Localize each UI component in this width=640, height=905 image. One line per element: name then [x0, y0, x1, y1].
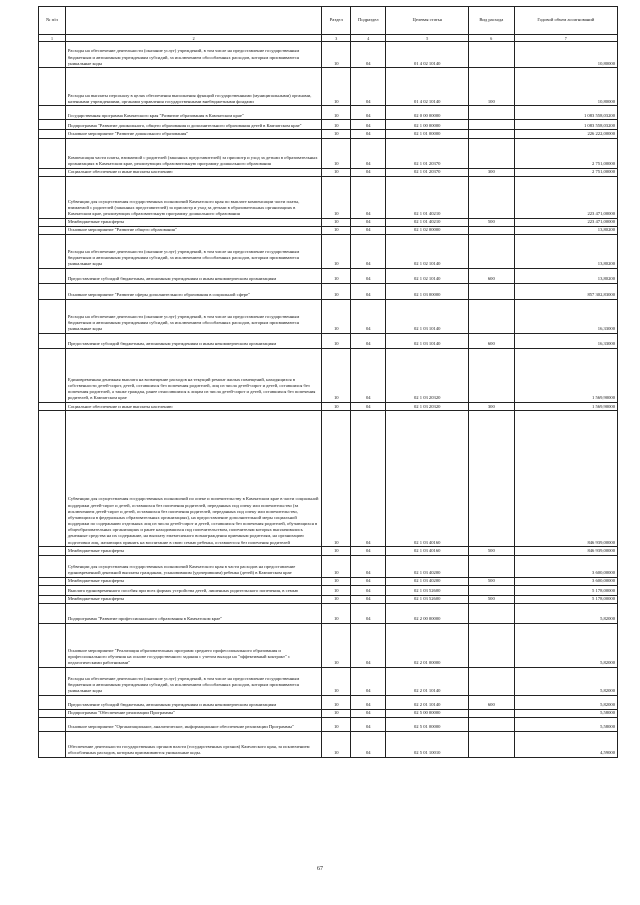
- cell-section: 10: [322, 130, 351, 138]
- cell-amount: 846 939,00000: [514, 547, 617, 555]
- table-row: [39, 120, 618, 130]
- table-row: [39, 235, 618, 269]
- cell-name: Межбюджетные трансферты: [65, 595, 321, 603]
- cell-target: 02 1 03 40160: [386, 411, 469, 547]
- table-row: [39, 138, 618, 168]
- cell-name: Основное мероприятие "Развитие общего образования": [65, 226, 321, 234]
- cell-section: 10: [322, 138, 351, 168]
- table-row: [39, 176, 618, 218]
- cell-exp-type: [469, 585, 514, 595]
- cell-section: 10: [322, 555, 351, 577]
- cell-target: 02 2 00 00000: [386, 603, 469, 623]
- cell-no: [39, 585, 66, 595]
- header-annual: Годовой объем ассигнований: [514, 7, 617, 35]
- table-body: [39, 42, 618, 758]
- col-number: 1: [39, 35, 66, 42]
- col-number: 5: [386, 35, 469, 42]
- cell-no: [39, 226, 66, 234]
- cell-no: [39, 695, 66, 709]
- cell-amount: 10,80000: [514, 68, 617, 106]
- cell-target: 02 2 01 10140: [386, 695, 469, 709]
- cell-section: 10: [322, 349, 351, 403]
- cell-no: [39, 403, 66, 411]
- header-section: Раздел: [322, 7, 351, 35]
- table-row: [39, 709, 618, 717]
- table-row: [39, 130, 618, 138]
- cell-name: Основное мероприятие "Организационное, аналитическое, информационное обеспечение реализации Программы": [65, 718, 321, 732]
- table-row: [39, 349, 618, 403]
- cell-section: 10: [322, 235, 351, 269]
- cell-name: Межбюджетные трансферты: [65, 547, 321, 555]
- cell-amount: 13,80200: [514, 235, 617, 269]
- cell-subsection: 04: [351, 403, 386, 411]
- cell-exp-type: 600: [469, 334, 514, 349]
- cell-amount: 2 751,00000: [514, 138, 617, 168]
- cell-amount: 1 083 558,03200: [514, 120, 617, 130]
- col-number: 2: [65, 35, 321, 42]
- cell-name: Выплата единовременного пособия при всех формах устройства детей, лишенных родительского попечения, в семью: [65, 585, 321, 595]
- cell-subsection: 04: [351, 120, 386, 130]
- cell-exp-type: [469, 623, 514, 667]
- table-row: [39, 42, 618, 68]
- cell-name: Подпрограмма "Развитие дошкольного, общего образования и дополнительного образования детей в Камчатском крае": [65, 120, 321, 130]
- cell-exp-type: [469, 42, 514, 68]
- cell-name: Предоставление субсидий бюджетным, автономным учреждениям и иным некоммерческим организациям: [65, 269, 321, 284]
- cell-amount: 5,82000: [514, 695, 617, 709]
- cell-exp-type: 500: [469, 595, 514, 603]
- cell-section: 10: [322, 709, 351, 717]
- cell-target: 02 1 03 40200: [386, 577, 469, 585]
- cell-target: 02 5 01 00000: [386, 718, 469, 732]
- cell-section: 10: [322, 300, 351, 334]
- cell-name: Подпрограмма "Развитие профессионального образования в Камчатском крае": [65, 603, 321, 623]
- cell-amount: 1 569,90000: [514, 349, 617, 403]
- cell-no: [39, 603, 66, 623]
- cell-amount: 226 222,00000: [514, 130, 617, 138]
- cell-amount: 223 471,00000: [514, 176, 617, 218]
- table-row: [39, 732, 618, 758]
- cell-exp-type: [469, 732, 514, 758]
- cell-target: 02 1 03 40200: [386, 555, 469, 577]
- table-header-row: [39, 7, 618, 35]
- table-row: [39, 718, 618, 732]
- cell-exp-type: [469, 555, 514, 577]
- cell-name: Компенсация части платы, взимаемой с родителей (законных представителей) за присмотр и уход за детьми в образовательных организациях в Камчатском крае, реализующих образовательную программу дошкольного образования: [65, 138, 321, 168]
- cell-name: Субвенции для осуществления государственных полномочий Камчатского края в части расходов на предоставление единовременной денежной выплаты гражданам, усыновившим (удочерившим) ребенка (детей) в Камчатском крае: [65, 555, 321, 577]
- cell-no: [39, 106, 66, 120]
- cell-subsection: 04: [351, 106, 386, 120]
- cell-target: 02 1 03 52600: [386, 585, 469, 595]
- cell-exp-type: [469, 284, 514, 300]
- cell-exp-type: 500: [469, 547, 514, 555]
- table-row: [39, 547, 618, 555]
- cell-subsection: 04: [351, 68, 386, 106]
- table-row: [39, 667, 618, 695]
- cell-target: 01 4 02 10140: [386, 68, 469, 106]
- cell-target: 02 1 00 00000: [386, 120, 469, 130]
- col-number: 4: [351, 35, 386, 42]
- cell-section: 10: [322, 120, 351, 130]
- cell-no: [39, 138, 66, 168]
- header-name: [65, 7, 321, 35]
- cell-section: 10: [322, 603, 351, 623]
- cell-exp-type: [469, 120, 514, 130]
- cell-amount: 3 600,00000: [514, 577, 617, 585]
- cell-amount: 13,80200: [514, 226, 617, 234]
- cell-target: 02 1 03 52600: [386, 595, 469, 603]
- cell-name: Субвенции для осуществления государственных полномочий по опеке и попечительству в Камчатском крае в части социальной поддержки детей-сирот и детей, оставшихся без попечения родителей, переданных под опеку или попечительство (за исключением детей-сирот и детей, оставшихся без попечения родителей, переданных под опеку или попечительство, обучающихся в федеральных образовательных организациях), на предоставление дополнительной меры социальной поддержки по содержанию отдельных лиц из числа детей-сирот и детей, оставшихся без попечения родителей, обучающихся в общеобразовательных организациях и ранее находившихся под попечительством, попечителям которых выплачивались денежные средства на их содержание, на выплату ежемесячного вознаграждения приемным родителям, на организацию подготовки лиц, желающих принять на воспитание в свою семью ребенка, оставшегося без попечения родителей: [65, 411, 321, 547]
- cell-subsection: 04: [351, 168, 386, 176]
- cell-no: [39, 334, 66, 349]
- table-row: [39, 403, 618, 411]
- cell-target: 02 1 02 00000: [386, 226, 469, 234]
- cell-name: Расходы на обеспечение деятельности (оказание услуг) учреждений, в том числе на предоставление государственным бюджетным и автономным учреждениям субсидий, за исключением обособленных расходов, которым присваиваются уникальные коды: [65, 300, 321, 334]
- cell-no: [39, 120, 66, 130]
- cell-section: 10: [322, 667, 351, 695]
- cell-amount: 3 600,00000: [514, 555, 617, 577]
- cell-subsection: 04: [351, 269, 386, 284]
- cell-subsection: 04: [351, 595, 386, 603]
- cell-no: [39, 300, 66, 334]
- cell-section: 10: [322, 176, 351, 218]
- cell-section: 10: [322, 585, 351, 595]
- table-row: [39, 623, 618, 667]
- cell-target: 02 5 00 00000: [386, 709, 469, 717]
- cell-subsection: 04: [351, 138, 386, 168]
- cell-target: 02 1 03 20320: [386, 403, 469, 411]
- cell-exp-type: [469, 349, 514, 403]
- table-row: [39, 334, 618, 349]
- cell-subsection: 04: [351, 349, 386, 403]
- cell-subsection: 04: [351, 603, 386, 623]
- cell-section: 10: [322, 732, 351, 758]
- cell-amount: 5,58000: [514, 718, 617, 732]
- table-row: [39, 106, 618, 120]
- column-number-row: [39, 35, 618, 42]
- cell-target: 02 1 03 10140: [386, 334, 469, 349]
- cell-exp-type: [469, 106, 514, 120]
- cell-amount: 5,82000: [514, 603, 617, 623]
- cell-no: [39, 667, 66, 695]
- cell-subsection: 04: [351, 667, 386, 695]
- cell-subsection: 04: [351, 695, 386, 709]
- cell-exp-type: [469, 235, 514, 269]
- cell-section: 10: [322, 403, 351, 411]
- cell-no: [39, 411, 66, 547]
- table-row: [39, 555, 618, 577]
- cell-name: Подпрограмма "Обеспечение реализации Программы": [65, 709, 321, 717]
- cell-subsection: 04: [351, 555, 386, 577]
- table-row: [39, 168, 618, 176]
- cell-target: 02 2 01 00000: [386, 623, 469, 667]
- table-row: [39, 226, 618, 234]
- table-row: [39, 695, 618, 709]
- cell-no: [39, 732, 66, 758]
- cell-subsection: 04: [351, 334, 386, 349]
- cell-subsection: 04: [351, 718, 386, 732]
- header-no: № п/п: [39, 7, 66, 35]
- cell-name: Межбюджетные трансферты: [65, 577, 321, 585]
- col-number: 7: [514, 35, 617, 42]
- cell-subsection: 04: [351, 176, 386, 218]
- cell-subsection: 04: [351, 300, 386, 334]
- cell-name: Расходы на обеспечение деятельности (оказание услуг) учреждений, в том числе на предоставление государственным бюджетным и автономным учреждениям субсидий, за исключением обособленных расходов, которым присваиваются уникальные коды: [65, 667, 321, 695]
- cell-exp-type: [469, 411, 514, 547]
- cell-amount: 5 178,00000: [514, 585, 617, 595]
- cell-subsection: 04: [351, 284, 386, 300]
- cell-exp-type: [469, 226, 514, 234]
- cell-target: 02 1 01 20370: [386, 168, 469, 176]
- header-target: Целевая статья: [386, 7, 469, 35]
- table-row: [39, 603, 618, 623]
- table-row: [39, 577, 618, 585]
- cell-exp-type: [469, 300, 514, 334]
- cell-section: 10: [322, 623, 351, 667]
- cell-name: Предоставление субсидий бюджетным, автономным учреждениям и иным некоммерческим организациям: [65, 334, 321, 349]
- cell-target: 02 1 03 10140: [386, 300, 469, 334]
- cell-amount: 223 471,00000: [514, 218, 617, 226]
- cell-amount: 857 302,83000: [514, 284, 617, 300]
- cell-name: Расходы на выплаты персоналу в целях обеспечения выполнения функций государственными (муниципальными) органами, казенными учреждениями, органами управления государственными внебюджетными фондами: [65, 68, 321, 106]
- cell-name: Основное мероприятие "Развитие дошкольного образования": [65, 130, 321, 138]
- cell-amount: 13,80200: [514, 269, 617, 284]
- cell-section: 10: [322, 68, 351, 106]
- budget-table: [38, 6, 618, 758]
- col-number: 3: [322, 35, 351, 42]
- cell-no: [39, 349, 66, 403]
- cell-section: 10: [322, 595, 351, 603]
- cell-exp-type: 600: [469, 269, 514, 284]
- cell-amount: 5,58000: [514, 709, 617, 717]
- header-exp-type: Вид расхода: [469, 7, 514, 35]
- page-number: 67: [317, 866, 323, 872]
- cell-no: [39, 235, 66, 269]
- cell-exp-type: 600: [469, 695, 514, 709]
- cell-exp-type: 500: [469, 577, 514, 585]
- cell-section: 10: [322, 411, 351, 547]
- cell-no: [39, 547, 66, 555]
- cell-amount: 2 751,00000: [514, 168, 617, 176]
- cell-no: [39, 595, 66, 603]
- cell-section: 10: [322, 577, 351, 585]
- cell-section: 10: [322, 269, 351, 284]
- cell-amount: 1 569,90000: [514, 403, 617, 411]
- cell-amount: 16,33000: [514, 334, 617, 349]
- cell-amount: 846 939,00000: [514, 411, 617, 547]
- cell-section: 10: [322, 42, 351, 68]
- table-row: [39, 269, 618, 284]
- cell-subsection: 04: [351, 623, 386, 667]
- cell-target: 02 1 01 40210: [386, 218, 469, 226]
- cell-no: [39, 176, 66, 218]
- cell-no: [39, 42, 66, 68]
- cell-amount: 5,82000: [514, 667, 617, 695]
- cell-no: [39, 555, 66, 577]
- cell-exp-type: 500: [469, 218, 514, 226]
- cell-amount: 5,82000: [514, 623, 617, 667]
- cell-exp-type: 300: [469, 168, 514, 176]
- table-row: [39, 300, 618, 334]
- cell-name: Обеспечение деятельности государственных органов власти (государственных органов) Камчатского края, за исключением обособленных расходов, которым присваиваются уникальные коды.: [65, 732, 321, 758]
- cell-subsection: 04: [351, 709, 386, 717]
- cell-target: 01 4 02 10140: [386, 42, 469, 68]
- cell-no: [39, 269, 66, 284]
- cell-subsection: 04: [351, 235, 386, 269]
- cell-target: 02 2 01 10140: [386, 667, 469, 695]
- cell-no: [39, 68, 66, 106]
- cell-target: 02 1 01 40210: [386, 176, 469, 218]
- cell-subsection: 04: [351, 577, 386, 585]
- cell-subsection: 04: [351, 218, 386, 226]
- cell-name: Государственная программа Камчатского края "Развитие образования в Камчатском крае": [65, 106, 321, 120]
- cell-no: [39, 718, 66, 732]
- cell-subsection: 04: [351, 130, 386, 138]
- cell-exp-type: [469, 130, 514, 138]
- cell-section: 10: [322, 284, 351, 300]
- cell-target: 02 1 03 40160: [386, 547, 469, 555]
- cell-exp-type: [469, 709, 514, 717]
- table-row: [39, 411, 618, 547]
- cell-exp-type: [469, 176, 514, 218]
- cell-amount: 16,33000: [514, 300, 617, 334]
- cell-subsection: 04: [351, 411, 386, 547]
- header-subsection: Подраздел: [351, 7, 386, 35]
- cell-section: 10: [322, 718, 351, 732]
- cell-section: 10: [322, 226, 351, 234]
- cell-section: 10: [322, 168, 351, 176]
- cell-exp-type: [469, 667, 514, 695]
- cell-target: 02 1 03 00000: [386, 284, 469, 300]
- cell-target: 02 5 01 10010: [386, 732, 469, 758]
- cell-amount: 5 178,00000: [514, 595, 617, 603]
- cell-no: [39, 284, 66, 300]
- cell-section: 10: [322, 695, 351, 709]
- cell-no: [39, 130, 66, 138]
- cell-name: Субвенции для осуществления государственных полномочий Камчатского края по выплате компенсации части платы, взимаемой с родителей (законных представителей) за присмотр и уход за детьми в образовательных организациях в Камчатском крае, реализующих образовательную программу дошкольного образования: [65, 176, 321, 218]
- cell-no: [39, 218, 66, 226]
- cell-section: 10: [322, 547, 351, 555]
- cell-no: [39, 709, 66, 717]
- cell-name: Межбюджетные трансферты: [65, 218, 321, 226]
- cell-name: Социальное обеспечение и иные выплаты населению: [65, 403, 321, 411]
- cell-subsection: 04: [351, 547, 386, 555]
- cell-target: 02 1 02 10140: [386, 235, 469, 269]
- cell-target: 02 0 00 00000: [386, 106, 469, 120]
- table-row: [39, 595, 618, 603]
- cell-target: 02 1 02 10140: [386, 269, 469, 284]
- cell-subsection: 04: [351, 226, 386, 234]
- cell-name: Предоставление субсидий бюджетным, автономным учреждениям и иным некоммерческим организациям: [65, 695, 321, 709]
- cell-exp-type: [469, 138, 514, 168]
- cell-amount: 1 083 558,03200: [514, 106, 617, 120]
- cell-name: Основное мероприятие "Реализация образовательных программ среднего профессионального образования и профессионального обучения на основе государственного задания с учетом выхода на "эффективный контракт" с педагогическими работниками": [65, 623, 321, 667]
- table-row: [39, 284, 618, 300]
- table-row: [39, 218, 618, 226]
- cell-subsection: 04: [351, 732, 386, 758]
- cell-exp-type: 100: [469, 68, 514, 106]
- cell-section: 10: [322, 218, 351, 226]
- cell-name: Основное мероприятие "Развитие сферы дополнительного образования в социальной сфере": [65, 284, 321, 300]
- cell-section: 10: [322, 334, 351, 349]
- cell-exp-type: 300: [469, 403, 514, 411]
- cell-subsection: 04: [351, 585, 386, 595]
- cell-exp-type: [469, 603, 514, 623]
- col-number: 6: [469, 35, 514, 42]
- table-row: [39, 585, 618, 595]
- cell-name: Расходы на обеспечение деятельности (оказание услуг) учреждений, в том числе на предоставление государственным бюджетным и автономным учреждениям субсидий, за исключением обособленных расходов, которым присваиваются уникальные коды: [65, 235, 321, 269]
- cell-amount: 10,80000: [514, 42, 617, 68]
- cell-no: [39, 168, 66, 176]
- cell-name: Единовременная денежная выплата на возмещение расходов на текущий ремонт жилых помещений, находящихся в собственности детей-сирот, детей, оставшихся без попечения родителей, лиц из числа детей-сирот и детей, оставшихся без попечения родителей, а также граждан, ранее относившихся к лицам из числа детей-сирот и детей, оставшихся без попечения родителей, в Камчатском крае: [65, 349, 321, 403]
- cell-target: 02 1 01 20370: [386, 138, 469, 168]
- cell-amount: 4,59000: [514, 732, 617, 758]
- cell-name: Социальное обеспечение и иные выплаты населению: [65, 168, 321, 176]
- cell-section: 10: [322, 106, 351, 120]
- cell-target: 02 1 01 00000: [386, 130, 469, 138]
- cell-no: [39, 623, 66, 667]
- table-row: [39, 68, 618, 106]
- cell-no: [39, 577, 66, 585]
- cell-subsection: 04: [351, 42, 386, 68]
- cell-name: Расходы на обеспечение деятельности (оказание услуг) учреждений, в том числе на предоставление государственным бюджетным и автономным учреждениям субсидий, за исключением обособленных расходов, которым присваиваются уникальные коды: [65, 42, 321, 68]
- cell-target: 02 1 03 20320: [386, 349, 469, 403]
- cell-exp-type: [469, 718, 514, 732]
